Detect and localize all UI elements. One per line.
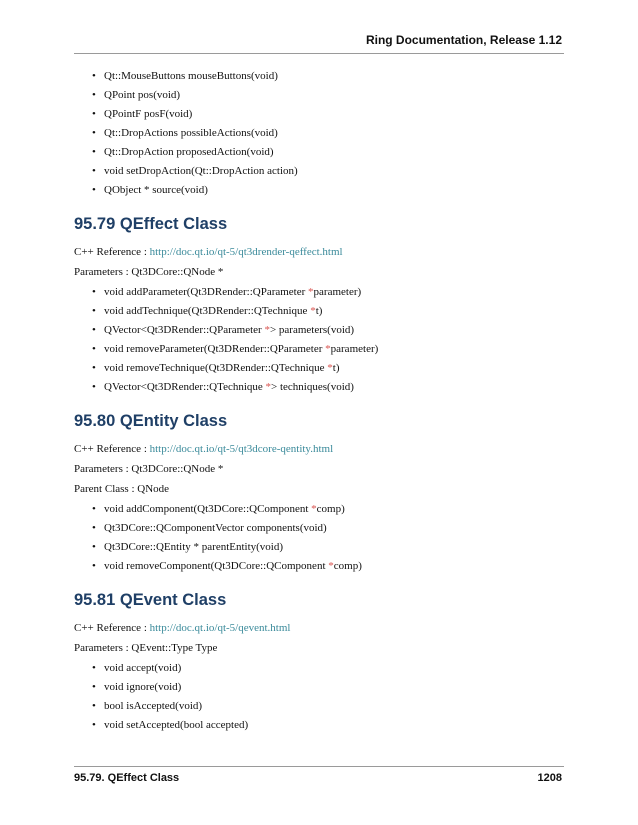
footer-section-title: 95.79. QEffect Class xyxy=(74,772,180,784)
pointer-star: * xyxy=(264,324,270,336)
item-text: Qt3DCore::QEntity * parentEntity(void) xyxy=(104,541,284,553)
bullet: • xyxy=(92,700,96,712)
bullet: • xyxy=(92,184,96,196)
item-text: void addComponent(Qt3DCore::QComponent xyxy=(104,503,312,515)
list-item-text: QPoint pos(void) xyxy=(104,89,181,101)
parameters-line: Parameters : Qt3DCore::QNode * xyxy=(74,463,224,475)
list-item-text: Qt::DropAction proposedAction(void) xyxy=(104,146,274,158)
method-list xyxy=(86,286,564,394)
list-item xyxy=(86,184,564,197)
list-item xyxy=(86,503,564,516)
list-item xyxy=(86,343,564,356)
list-item xyxy=(86,286,564,299)
bullet: • xyxy=(92,108,96,120)
item-text-tail: > techniques(void) xyxy=(271,381,354,393)
list-item xyxy=(86,70,564,83)
list-item xyxy=(86,681,564,694)
reference-link[interactable]: http://doc.qt.io/qt-5/qt3dcore-qentity.html xyxy=(149,443,334,455)
pointer-star: * xyxy=(325,343,331,355)
reference-link[interactable]: http://doc.qt.io/qt-5/qevent.html xyxy=(149,622,291,634)
bullet: • xyxy=(92,127,96,139)
section-heading: 95.80 QEntity Class xyxy=(74,412,228,430)
item-text-tail: > parameters(void) xyxy=(269,324,355,336)
list-item xyxy=(86,89,564,102)
section-qevent xyxy=(74,590,564,732)
bullet: • xyxy=(92,89,96,101)
bullet: • xyxy=(92,503,96,515)
cpp-reference xyxy=(74,443,564,456)
pointer-star: * xyxy=(311,503,317,515)
footer-rule xyxy=(74,766,564,767)
item-text-tail: comp) xyxy=(333,560,362,572)
parameters-line: Parameters : Qt3DCore::QNode * xyxy=(74,266,224,278)
cpp-reference xyxy=(74,246,564,259)
item-text-tail: comp) xyxy=(316,503,345,515)
bullet: • xyxy=(92,324,96,336)
pointer-star: * xyxy=(308,286,314,298)
page-content xyxy=(74,70,564,738)
section-heading: 95.79 QEffect Class xyxy=(74,215,228,233)
bullet: • xyxy=(92,541,96,553)
reference-link[interactable]: http://doc.qt.io/qt-5/qt3drender-qeffect.html xyxy=(149,246,343,258)
list-item xyxy=(86,146,564,159)
list-item xyxy=(86,127,564,140)
list-item xyxy=(86,541,564,554)
list-item xyxy=(86,662,564,675)
list-item-text: Qt::MouseButtons mouseButtons(void) xyxy=(104,70,278,82)
item-text-tail: parameter) xyxy=(330,343,379,355)
item-text: void removeComponent(Qt3DCore::QComponent xyxy=(104,560,329,572)
item-text: bool isAccepted(void) xyxy=(104,700,203,712)
list-item-text: void setDropAction(Qt::DropAction action) xyxy=(104,165,298,177)
pointer-star: * xyxy=(310,305,316,317)
bullet: • xyxy=(92,343,96,355)
list-item xyxy=(86,381,564,394)
item-text: Qt3DCore::QComponentVector components(void) xyxy=(104,522,327,534)
reference-label: C++ Reference : xyxy=(74,622,150,634)
bullet: • xyxy=(92,522,96,534)
list-item-text: QObject * source(void) xyxy=(104,184,208,196)
method-list xyxy=(86,503,564,573)
bullet: • xyxy=(92,165,96,177)
list-item xyxy=(86,719,564,732)
page-number: 1208 xyxy=(537,772,562,784)
method-list xyxy=(86,662,564,732)
bullet: • xyxy=(92,381,96,393)
item-text: void removeParameter(Qt3DRender::QParameter xyxy=(104,343,326,355)
method-list-top xyxy=(86,70,564,197)
reference-label: C++ Reference : xyxy=(74,246,150,258)
header-rule xyxy=(74,53,564,54)
bullet: • xyxy=(92,662,96,674)
item-text: void setAccepted(bool accepted) xyxy=(104,719,249,731)
section-qeffect xyxy=(74,214,564,394)
item-text-tail: t) xyxy=(315,305,323,317)
item-text: void removeTechnique(Qt3DRender::QTechnique xyxy=(104,362,328,374)
bullet: • xyxy=(92,560,96,572)
item-text: void addParameter(Qt3DRender::QParameter xyxy=(104,286,309,298)
item-text-tail: parameter) xyxy=(313,286,362,298)
list-item xyxy=(86,324,564,337)
list-item xyxy=(86,362,564,375)
list-item xyxy=(86,305,564,318)
parameters-line: Parameters : QEvent::Type Type xyxy=(74,642,218,654)
item-text-tail: t) xyxy=(332,362,340,374)
section-qentity xyxy=(74,411,564,573)
item-text: QVector<Qt3DRender::QParameter xyxy=(104,324,265,336)
list-item xyxy=(86,108,564,121)
cpp-reference xyxy=(74,622,564,635)
item-text: void ignore(void) xyxy=(104,681,182,693)
bullet: • xyxy=(92,719,96,731)
list-item xyxy=(86,560,564,573)
bullet: • xyxy=(92,362,96,374)
pointer-star: * xyxy=(327,362,333,374)
list-item xyxy=(86,700,564,713)
pointer-star: * xyxy=(265,381,272,393)
bullet: • xyxy=(92,146,96,158)
running-header-title: Ring Documentation, Release 1.12 xyxy=(365,33,562,47)
list-item xyxy=(86,522,564,535)
bullet: • xyxy=(92,70,96,82)
list-item-text: QPointF posF(void) xyxy=(104,108,193,120)
item-text: QVector<Qt3DRender::QTechnique xyxy=(104,381,266,393)
bullet: • xyxy=(92,681,96,693)
pointer-star: * xyxy=(328,560,334,572)
list-item-text: Qt::DropActions possibleActions(void) xyxy=(104,127,278,139)
item-text: void addTechnique(Qt3DRender::QTechnique xyxy=(104,305,311,317)
bullet: • xyxy=(92,286,96,298)
item-text: void accept(void) xyxy=(104,662,182,674)
bullet: • xyxy=(92,305,96,317)
parent-class-line: Parent Class : QNode xyxy=(74,483,170,495)
list-item xyxy=(86,165,564,178)
section-heading: 95.81 QEvent Class xyxy=(74,591,227,609)
reference-label: C++ Reference : xyxy=(74,443,150,455)
